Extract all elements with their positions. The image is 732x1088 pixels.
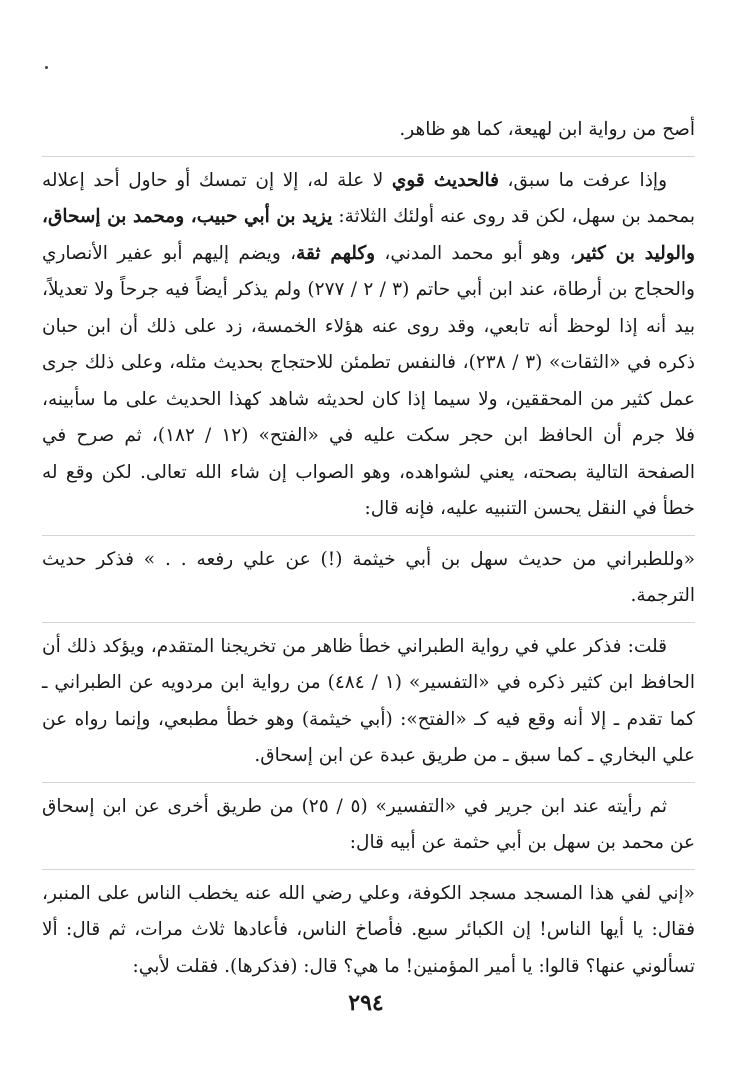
text-segment: قلت: فذكر علي في رواية الطبراني خطأ ظاهر من تخريجنا المتقدم، ويؤكد ذلك أن الحافظ ابن كثير ذكره في «التفسير» (١ / ٤٨٤) من رواية ابن مردويه عن الطبراني ـ كما تقدم ـ إلا أنه وقع فيه كـ «الفتح»: (أبي خيثمة) وهو خطأ مطبعي، وإنما رواه عن علي البخاري ـ كما سبق ـ من طريق عبدة عن ابن إسحاق. [42,635,695,766]
paragraph-3-quote [42,535,695,615]
paragraph-5 [42,782,695,862]
text-segment: «وللطبراني من حديث سهل بن أبي خيثمة (!) عن علي رفعه . . » فذكر حديث الترجمة. [42,548,695,606]
paragraph-1 [42,112,695,149]
text-segment: ، وهو أبو محمد المدني، [375,242,576,264]
text-segment: وإذا عرفت ما سبق، [498,169,668,191]
text-segment: ثم رأيته عند ابن جرير في «التفسير» (٥ / ٢٥) من طريق أخرى عن ابن إسحاق عن محمد بن سهل بن أبي حثمة عن أبيه قال: [42,795,695,853]
bold-text-segment: فالحديث قوي [391,169,499,191]
text-segment: لا علة له، إلا إن تمسك أو حاول أحد إعلاله بمحمد بن سهل، لكن قد روى عنه أولئك الثلاثة: [42,169,695,227]
page-number: ٢٩٤ [348,990,384,1016]
text-segment: «إني لفي هذا المسجد مسجد الكوفة، وعلي رضي الله عنه يخطب الناس على المنبر، فقال: يا أيها الناس! إن الكبائر سبع. فأصاخ الناس، فأعادها ثلاث مرات، ثم قال: ألا تسألوني عنها؟ قالوا: يا أمير المؤمنين! ما هي؟ قال: (فذكرها). فقلت لأبي: [42,882,695,977]
paragraph-4 [42,622,695,775]
paragraph-2 [42,156,695,528]
bold-text-segment: يزيد بن أبي حبيب، ومحمد بن إسحاق، والوليد بن كثير [42,206,695,264]
body-text [42,112,695,985]
bold-text-segment: وكلهم ثقة [296,242,376,264]
text-segment: ، ويضم إليهم أبو عفير الأنصاري والحجاج بن أرطاة، عند ابن أبي حاتم (٣ / ٢ / ٢٧٧) ولم يذكر أيضاً فيه جرحاً ولا تعديلاً، بيد أنه إذا لوحظ أنه تابعي، وقد روى عنه هؤلاء الخمسة، زد على ذلك أن ابن حبان ذكره في «الثقات» (٣ / ٢٣٨)، فالنفس تطمئن للاحتجاج بحديث مثله، وعلى ذلك جرى عمل كثير من المحققين، ولا سيما إذا كان لحديثه شاهد كهذا الحديث على ما سأبينه، فلا جرم أن الحافظ ابن حجر سكت عليه في «الفتح» (١٢ / ١٨٢)، ثم صرح في الصفحة التالية بصحته، يعني لشواهده، وهو الصواب إن شاء الله تعالى. لكن وقع له خطأ في النقل يحسن التنبيه عليه، فإنه قال: [42,242,696,519]
scan-speck [45,66,48,69]
paragraph-6-quote [42,869,695,986]
text-segment: أصح من رواية ابن لهيعة، كما هو ظاهر. [399,119,695,140]
